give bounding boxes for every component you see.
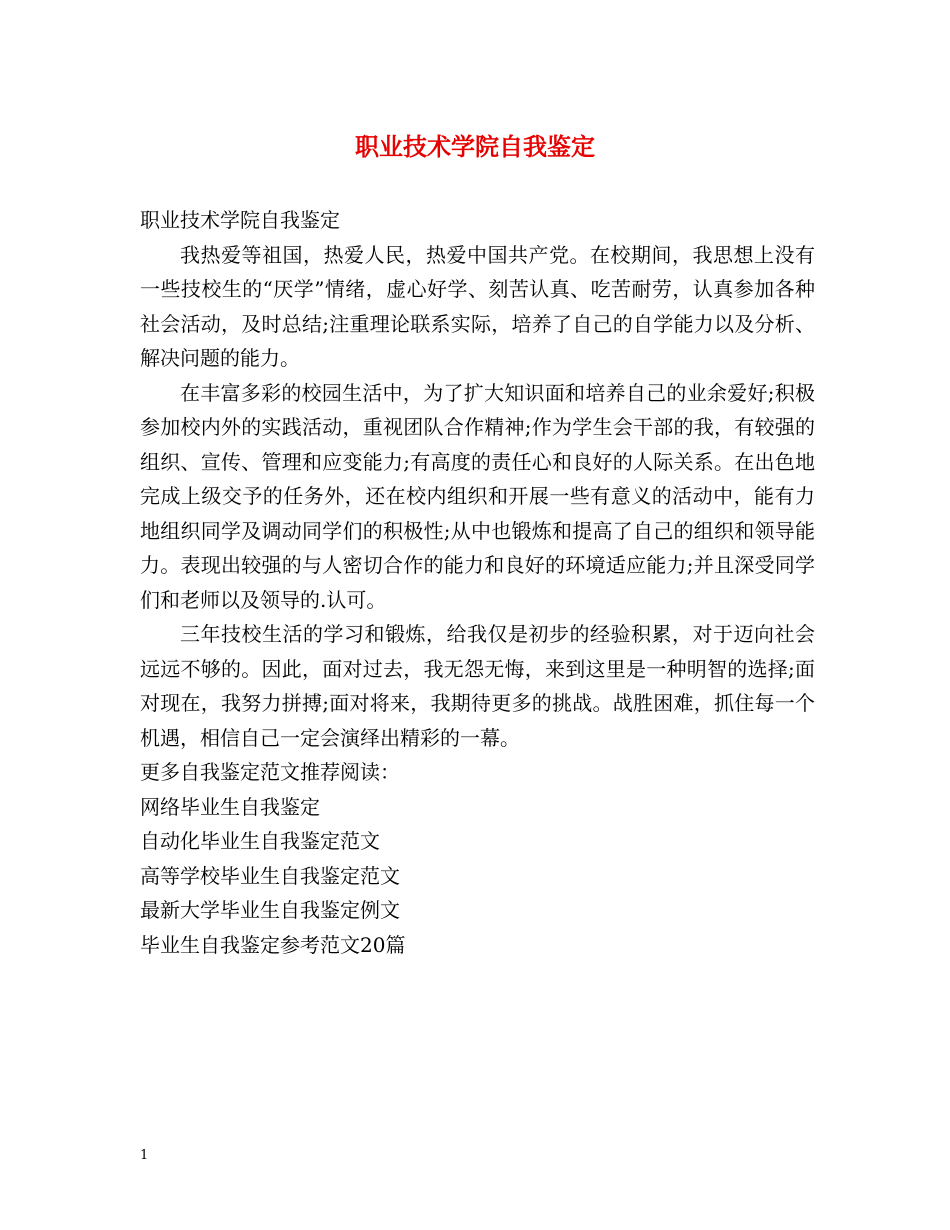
recommend-link[interactable]: 高等学校毕业生自我鉴定范文 [140,863,400,888]
paragraph-1: 我热爱等祖国，热爱人民，热爱中国共产党。在校期间，我思想上没有一些技校生的“厌学”情绪，虚心好学、刻苦认真、吃苦耐劳，认真参加各种社会活动，及时总结;注重理论联系实际，培养了自己的自学能力以及分析、解决问题的能力。 [140,242,815,370]
recommend-link[interactable]: 毕业生自我鉴定参考范文20篇 [140,932,406,957]
page-number: 1 [140,1148,149,1163]
paragraph-3: 三年技校生活的学习和锻炼，给我仅是初步的经验积累，对于迈向社会远远不够的。因此，面对过去，我无怨无悔，来到这里是一种明智的选择;面对现在，我努力拼搏;面对将来，我期待更多的挑战。战胜困难，抓住每一个机遇，相信自己一定会演绎出精彩的一幕。 [140,622,815,750]
recommend-link[interactable]: 最新大学毕业生自我鉴定例文 [140,898,400,922]
document-subtitle: 职业技术学院自我鉴定 [140,208,340,232]
recommend-heading: 更多自我鉴定范文推荐阅读： [140,760,400,784]
recommend-link[interactable]: 网络毕业生自我鉴定 [140,794,320,819]
recommend-list [140,790,815,963]
paragraph-2: 在丰富多彩的校园生活中，为了扩大知识面和培养自己的业余爱好;积极参加校内外的实践活动，重视团队合作精神;作为学生会干部的我，有较强的组织、宣传、管理和应变能力;有高度的责任心和良好的人际关系。在出色地完成上级交予的任务外，还在校内组织和开展一些有意义的活动中，能有力地组织同学及调动同学们的积极性;从中也锻炼和提高了自己的组织和领导能力。表现出较强的与人密切合作的能力和良好的环境适应能力;并且深受同学们和老师以及领导的.认可。 [140,380,815,612]
page-title: 职业技术学院自我鉴定 [355,132,595,161]
document-body [140,203,815,962]
recommend-link[interactable]: 自动化毕业生自我鉴定范文 [140,829,380,853]
